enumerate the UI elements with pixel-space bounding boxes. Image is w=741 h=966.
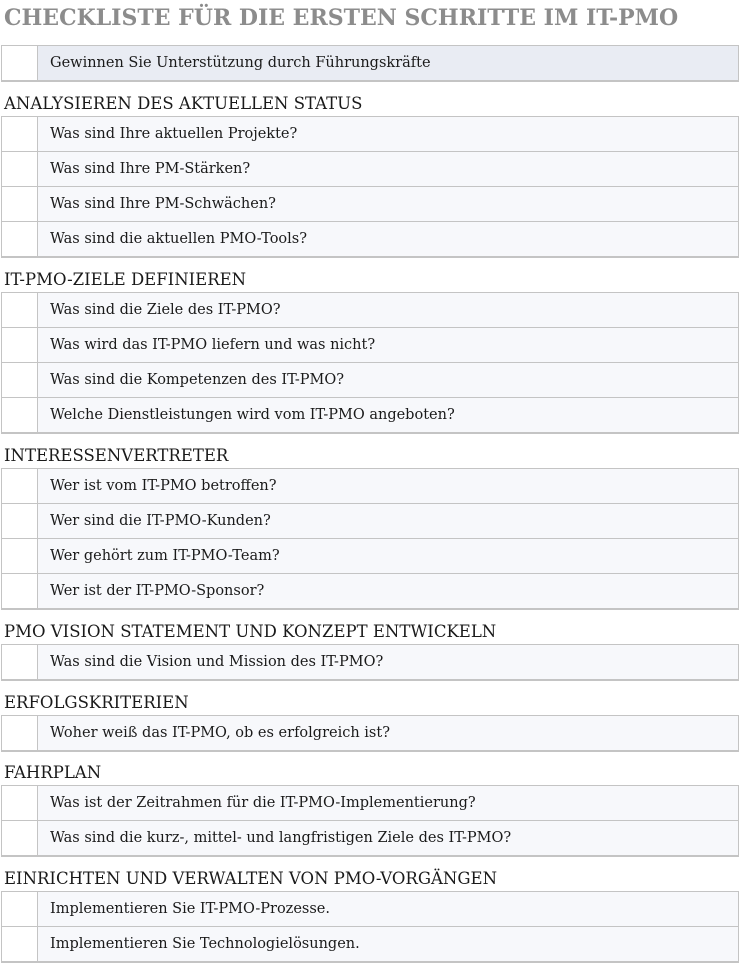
checklist-item-label: Was sind die aktuellen PMO-Tools? (38, 222, 739, 256)
checklist-item-label: Was sind die Kompetenzen des IT-PMO? (38, 363, 739, 397)
checklist-item-label: Wer sind die IT-PMO-Kunden? (38, 504, 739, 538)
checklist-row (1, 293, 739, 328)
page-title: CHECKLISTE FÜR DIE ERSTEN SCHRITTE IM IT-PMO (4, 5, 679, 31)
checklist-row (1, 222, 739, 256)
checklist-row (1, 574, 739, 608)
checkbox[interactable] (1, 469, 38, 503)
checkbox[interactable] (1, 574, 38, 608)
checklist-item-label: Was sind Ihre aktuellen Projekte? (38, 117, 739, 151)
checklist-row (1, 46, 739, 80)
checklist-item-label: Was sind Ihre PM-Stärken? (38, 152, 739, 186)
checklist-item-label: Wer gehört zum IT-PMO-Team? (38, 539, 739, 573)
section-checklist (1, 715, 739, 752)
checkbox[interactable] (1, 46, 38, 80)
section-heading: IT-PMO-ZIELE DEFINIEREN (4, 270, 247, 289)
checkbox[interactable] (1, 187, 38, 221)
section-heading: EINRICHTEN UND VERWALTEN VON PMO-VORGÄNGEN (4, 869, 498, 888)
checklist-row (1, 187, 739, 222)
checkbox[interactable] (1, 504, 38, 538)
checklist-item-label: Was ist der Zeitrahmen für die IT-PMO-Implementierung? (38, 786, 739, 820)
checklist-item-label: Implementieren Sie Technologielösungen. (38, 927, 739, 961)
checklist-row (1, 645, 739, 679)
section-heading: PMO VISION STATEMENT UND KONZEPT ENTWICKELN (4, 622, 497, 641)
checkbox[interactable] (1, 716, 38, 750)
checkbox[interactable] (1, 539, 38, 573)
checklist-row (1, 786, 739, 821)
checklist-row (1, 539, 739, 574)
checklist-row (1, 328, 739, 363)
section-heading: ANALYSIEREN DES AKTUELLEN STATUS (4, 94, 363, 113)
checklist-item-label: Was sind die kurz-, mittel- und langfristigen Ziele des IT-PMO? (38, 821, 739, 855)
section-checklist (1, 785, 739, 857)
checklist-item-label: Wer ist vom IT-PMO betroffen? (38, 469, 739, 503)
checklist-row (1, 892, 739, 927)
checklist-row (1, 152, 739, 187)
section-checklist (1, 468, 739, 610)
checklist-item-label: Woher weiß das IT-PMO, ob es erfolgreich ist? (38, 716, 739, 750)
checklist-row (1, 398, 739, 432)
section-heading: ERFOLGSKRITERIEN (4, 693, 189, 712)
checklist-row (1, 821, 739, 855)
checkbox[interactable] (1, 293, 38, 327)
checkbox[interactable] (1, 645, 38, 679)
checklist-row (1, 469, 739, 504)
checklist-item-label: Was wird das IT-PMO liefern und was nicht? (38, 328, 739, 362)
checkbox[interactable] (1, 152, 38, 186)
checkbox[interactable] (1, 222, 38, 256)
checkbox[interactable] (1, 117, 38, 151)
checkbox[interactable] (1, 892, 38, 926)
section-heading: INTERESSENVERTRETER (4, 446, 229, 465)
checklist-row (1, 927, 739, 961)
checkbox[interactable] (1, 398, 38, 432)
checkbox[interactable] (1, 821, 38, 855)
checklist-item-label: Gewinnen Sie Unterstützung durch Führungskräfte (38, 46, 739, 80)
checklist-item-label: Was sind die Vision und Mission des IT-PMO? (38, 645, 739, 679)
checklist-row (1, 117, 739, 152)
intro-checklist (1, 45, 739, 82)
section-checklist (1, 644, 739, 681)
checklist-row (1, 716, 739, 750)
checkbox[interactable] (1, 927, 38, 961)
section-heading: FAHRPLAN (4, 763, 102, 782)
checklist-row (1, 363, 739, 398)
checklist-item-label: Was sind Ihre PM-Schwächen? (38, 187, 739, 221)
checklist-row (1, 504, 739, 539)
checklist-item-label: Implementieren Sie IT-PMO-Prozesse. (38, 892, 739, 926)
section-checklist (1, 116, 739, 258)
section-checklist (1, 292, 739, 434)
checklist-item-label: Was sind die Ziele des IT-PMO? (38, 293, 739, 327)
checkbox[interactable] (1, 363, 38, 397)
checklist-item-label: Wer ist der IT-PMO-Sponsor? (38, 574, 739, 608)
checkbox[interactable] (1, 328, 38, 362)
checkbox[interactable] (1, 786, 38, 820)
checklist-item-label: Welche Dienstleistungen wird vom IT-PMO angeboten? (38, 398, 739, 432)
section-checklist (1, 891, 739, 963)
